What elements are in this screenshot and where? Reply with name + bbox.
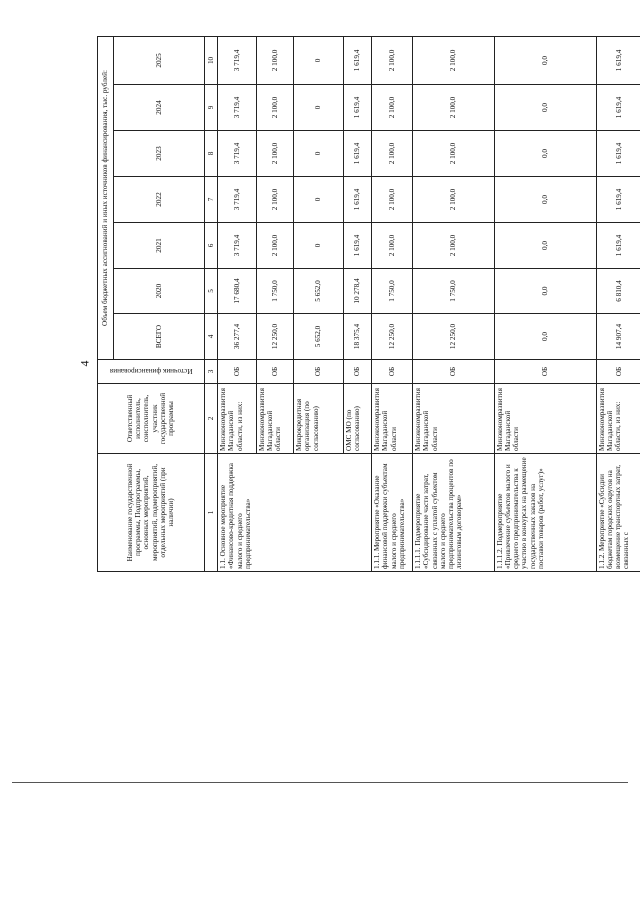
financing-table [97, 36, 640, 572]
page-number: 4 [77, 360, 92, 367]
row-value: 3 719,4 [218, 85, 257, 131]
row-value: 3 719,4 [218, 223, 257, 269]
row-value: 12 250,0 [372, 314, 413, 360]
table-row [218, 36, 257, 571]
row-value: 2 100,0 [372, 131, 413, 177]
row-value: 12 250,0 [413, 314, 495, 360]
row-value: 0,0 [494, 177, 596, 223]
row-value: 2 100,0 [413, 85, 495, 131]
row-value: 3 719,4 [218, 177, 257, 223]
row-value: 0,0 [494, 314, 596, 360]
row-value: 0 [293, 177, 343, 223]
header-year-2020: 2020 [113, 269, 204, 314]
row-value: 2 100,0 [372, 36, 413, 84]
row-source: ОБ [494, 360, 596, 384]
row-value: 1 619,4 [343, 85, 371, 131]
row-value: 14 907,4 [596, 314, 640, 360]
row-name: 1.1.2. Мероприятие «Субсидии бюджетам городских округов на возмещение транспортных затрат, связанных с [596, 454, 640, 572]
row-value: 2 100,0 [372, 223, 413, 269]
row-value: 5 652,0 [293, 269, 343, 314]
row-value: 2 100,0 [256, 177, 293, 223]
row-value: 17 680,4 [218, 269, 257, 314]
row-value: 2 100,0 [413, 131, 495, 177]
row-value: 2 100,0 [256, 85, 293, 131]
colnum: 9 [204, 85, 218, 131]
row-value: 1 750,0 [413, 269, 495, 314]
row-name: 1.1. Основное мероприятие «Финансово-кредитная поддержка малого и среднего предпринимательства» [218, 454, 372, 572]
row-executor: Минэкономразвития Магаданской области, из них: [596, 384, 640, 454]
row-value: 1 619,4 [343, 223, 371, 269]
colnum: 7 [204, 177, 218, 223]
row-value: 0,0 [494, 269, 596, 314]
row-name: 1.1.1.2. Подмероприятие «Привлечение субъектов малого и среднего предпринимательства к участию в конкурсах на размещение государственных заказов на поставки товаров (работ, услуг)» [494, 454, 596, 572]
header-year-2025: 2025 [113, 36, 204, 84]
column-number-row [204, 36, 218, 571]
header-year-2022: 2022 [113, 177, 204, 223]
row-value: 0 [293, 131, 343, 177]
row-value: 1 750,0 [372, 269, 413, 314]
header-year-2021: 2021 [113, 223, 204, 269]
row-value: 18 375,4 [343, 314, 371, 360]
row-value: 0,0 [494, 85, 596, 131]
rotated-table-container [97, 37, 640, 572]
row-value: 12 250,0 [256, 314, 293, 360]
row-name: 1.1.1.1. Подмероприятие «Субсидирование части затрат, связанных с уплатой субъектом малого и среднего предпринимательства процентов по лизинговым договорам» [413, 454, 495, 572]
colnum: 10 [204, 36, 218, 84]
row-value: 2 100,0 [372, 85, 413, 131]
row-source: ОБ [372, 360, 413, 384]
row-value: 10 278,4 [343, 269, 371, 314]
header-source: Источник финансирования [98, 360, 205, 384]
row-source: ОБ [343, 360, 371, 384]
row-source: ОБ [293, 360, 343, 384]
row-source: ОБ [256, 360, 293, 384]
row-value: 1 619,4 [343, 36, 371, 84]
header-total: ВСЕГО [113, 314, 204, 360]
colnum: 6 [204, 223, 218, 269]
row-value: 2 100,0 [256, 223, 293, 269]
row-executor: Минэкономразвития Магаданской области [494, 384, 596, 454]
table-row [494, 36, 596, 571]
header-name: Наименование государственной программы, Подпрограммы, основных мероприятий, мероприятий, подмероприятий, отдельных мероприятий (при наличии) [98, 454, 205, 572]
row-executor: Минэкономразвития Магаданской области, из них: [218, 384, 257, 454]
header-volume: Объем бюджетных ассигнований и иных источников финансирования, тыс. рублей: [98, 36, 114, 359]
row-value: 3 719,4 [218, 131, 257, 177]
row-value: 0 [293, 85, 343, 131]
row-value: 1 619,4 [596, 85, 640, 131]
row-value: 3 719,4 [218, 36, 257, 84]
colnum: 2 [204, 384, 218, 454]
colnum: 1 [204, 454, 218, 572]
row-executor: Минэкономразвития Магаданской области [256, 384, 293, 454]
row-name: 1.1.1. Мероприятие «Оказание финансовой поддержки субъектам малого и среднего предпринимательства» [372, 454, 413, 572]
row-executor: Микрокредитная организация (по согласованию) [293, 384, 343, 454]
row-value: 6 810,4 [596, 269, 640, 314]
colnum: 4 [204, 314, 218, 360]
row-value: 5 652,0 [293, 314, 343, 360]
header-year-2024: 2024 [113, 85, 204, 131]
bottom-divider [12, 782, 628, 783]
row-executor: ОМС МО (по согласованию) [343, 384, 371, 454]
row-source: ОБ [596, 360, 640, 384]
table-row [596, 36, 640, 571]
row-value: 1 619,4 [596, 131, 640, 177]
row-value: 2 100,0 [256, 36, 293, 84]
row-value: 0,0 [494, 36, 596, 84]
row-value: 1 619,4 [343, 177, 371, 223]
row-value: 2 100,0 [256, 131, 293, 177]
colnum: 8 [204, 131, 218, 177]
row-value: 1 619,4 [596, 36, 640, 84]
row-value: 0,0 [494, 131, 596, 177]
colnum: 5 [204, 269, 218, 314]
row-value: 1 750,0 [256, 269, 293, 314]
header-executor: Ответственный исполнитель, соисполнитель, участник государственной программы [98, 384, 205, 454]
row-value: 36 277,4 [218, 314, 257, 360]
row-value: 1 619,4 [596, 223, 640, 269]
row-value: 1 619,4 [343, 131, 371, 177]
header-year-2023: 2023 [113, 131, 204, 177]
row-value: 0 [293, 36, 343, 84]
colnum: 3 [204, 360, 218, 384]
row-value: 0 [293, 223, 343, 269]
row-executor: Минэкономразвития Магаданской области [413, 384, 495, 454]
row-value: 1 619,4 [596, 177, 640, 223]
row-value: 2 100,0 [413, 177, 495, 223]
table-row [413, 36, 495, 571]
row-value: 0,0 [494, 223, 596, 269]
row-executor: Минэкономразвития Магаданской области [372, 384, 413, 454]
row-source: ОБ [413, 360, 495, 384]
row-value: 2 100,0 [413, 223, 495, 269]
row-value: 2 100,0 [372, 177, 413, 223]
row-source: ОБ [218, 360, 257, 384]
row-value: 2 100,0 [413, 36, 495, 84]
table-row [372, 36, 413, 571]
